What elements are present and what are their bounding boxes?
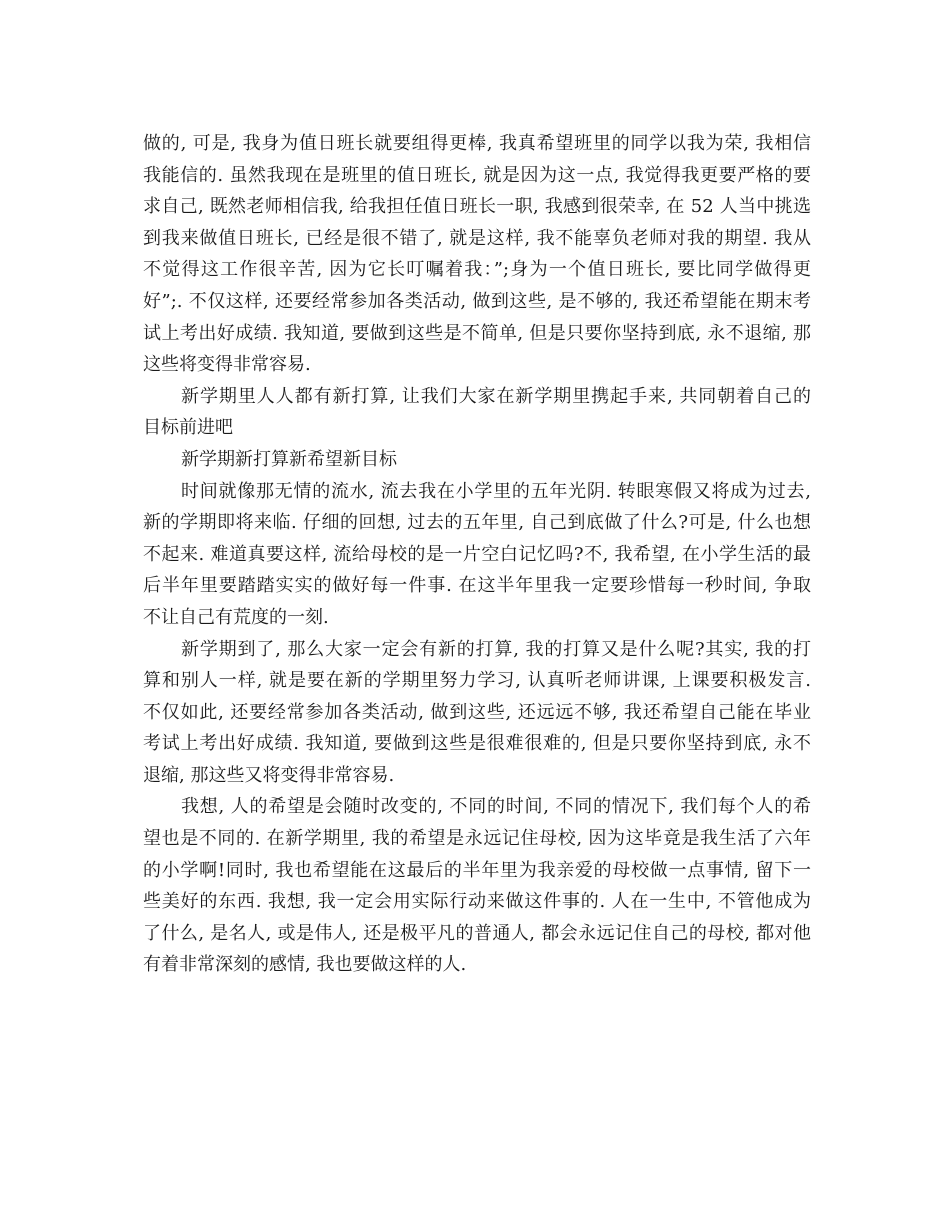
text-line: 不让自己有荒度的一刻.: [143, 606, 329, 628]
text-line: 不仅如此, 还要经常参加各类活动, 做到这些, 还远远不够, 我还希望自己能在毕业: [143, 701, 811, 723]
text-line: 到我来做值日班长, 已经是很不错了, 就是这样, 我不能辜负老师对我的期望. 我从: [143, 227, 811, 249]
paragraph: [143, 444, 811, 476]
text-line: 新学期到了, 那么大家一定会有新的打算, 我的打算又是什么呢?其实, 我的打: [181, 638, 811, 660]
text-line: 求自己, 既然老师相信我, 给我担任值日班长一职, 我感到很荣幸, 在 52 人当中挑选: [143, 196, 811, 218]
text-line: 新学期新打算新希望新目标: [181, 448, 397, 470]
text-line: 做的, 可是, 我身为值日班长就要组得更棒, 我真希望班里的同学以我为荣, 我相信: [143, 133, 811, 154]
text-line: 的小学啊!同时, 我也希望能在这最后的半年里为我亲爱的母校做一点事情, 留下一: [143, 859, 811, 881]
text-line: 我想, 人的希望是会随时改变的, 不同的时间, 不同的情况下, 我们每个人的希: [181, 796, 811, 818]
text-line: 算和别人一样, 就是要在新的学期里努力学习, 认真听老师讲课, 上课要积极发言.: [143, 670, 811, 692]
text-line: 后半年里要踏踏实实的做好每一件事. 在这半年里我一定要珍惜每一秒时间, 争取: [143, 575, 811, 597]
paragraph: [143, 128, 811, 381]
text-line: 试上考出好成绩. 我知道, 要做到这些是不简单, 但是只要你坚持到底, 永不退缩, 那: [143, 322, 811, 344]
text-line: 新的学期即将来临. 仔细的回想, 过去的五年里, 自己到底做了什么?可是, 什么也想: [143, 512, 811, 534]
text-line: 望也是不同的. 在新学期里, 我的希望是永远记住母校, 因为这毕竟是我生活了六年: [143, 828, 811, 850]
text-line: 些美好的东西. 我想, 我一定会用实际行动来做这件事的. 人在一生中, 不管他成为: [143, 891, 811, 913]
text-line: 我能信的. 虽然我现在是班里的值日班长, 就是因为这一点, 我觉得我更要严格的要: [143, 164, 811, 186]
text-line: 不觉得这工作很辛苦, 因为它长叮嘱着我：”;身为一个值日班长, 要比同学做得更: [143, 259, 811, 281]
text-line: 新学期里人人都有新打算, 让我们大家在新学期里携起手来, 共同朝着自己的: [181, 385, 811, 407]
paragraph: [143, 381, 811, 444]
text-line: 目标前进吧: [143, 417, 233, 439]
text-line: 不起来. 难道真要这样, 流给母校的是一片空白记忆吗?不, 我希望, 在小学生活的最: [143, 543, 811, 565]
paragraph: [143, 476, 811, 634]
paragraph: [143, 791, 811, 981]
text-line: 考试上考出好成绩. 我知道, 要做到这些是很难很难的, 但是只要你坚持到底, 永不: [143, 733, 811, 755]
text-line: 了什么, 是名人, 或是伟人, 还是极平凡的普通人, 都会永远记住自己的母校, 都对他: [143, 922, 811, 944]
text-line: 退缩, 那这些又将变得非常容易.: [143, 764, 395, 786]
document-body: [143, 128, 811, 981]
text-line: 有着非常深刻的感情, 我也要做这样的人.: [143, 954, 467, 976]
text-line: 好”;. 不仅这样, 还要经常参加各类活动, 做到这些, 是不够的, 我还希望能在期末考: [143, 290, 811, 312]
text-line: 这些将变得非常容易.: [143, 354, 311, 376]
text-line: 时间就像那无情的流水, 流去我在小学里的五年光阴. 转眼寒假又将成为过去,: [181, 480, 811, 502]
paragraph: [143, 634, 811, 792]
